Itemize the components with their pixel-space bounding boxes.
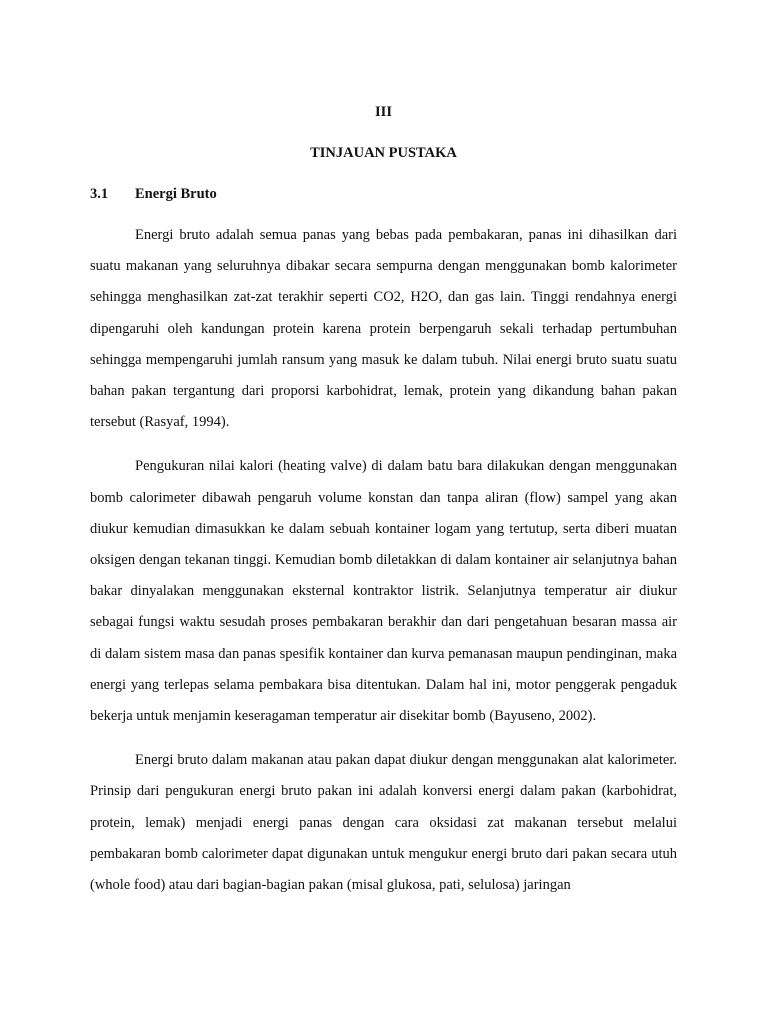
paragraph: Energi bruto adalah semua panas yang bebas pada pembakaran, panas ini dihasilkan dari suatu makanan yang seluruhnya dibakar secara sempurna dengan menggunakan bomb kalorimeter sehingga menghasilkan zat-zat terakhir seperti CO2, H2O, dan gas lain. Tinggi rendahnya energi dipengaruhi oleh kandungan protein karena protein berpengaruh sekali terhadap pertumbuhan sehingga mempengaruhi jumlah ransum yang masuk ke dalam tubuh. Nilai energi bruto suatu suatu bahan pakan tergantung dari proporsi karbohidrat, lemak, protein yang dikandung bahan pakan tersebut (Rasyaf, 1994). (90, 227, 677, 431)
paragraph: Pengukuran nilai kalori (heating valve) di dalam batu bara dilakukan dengan menggunakan bomb calorimeter dibawah pengaruh volume konstan dan tanpa aliran (flow) sampel yang akan diukur kemudian dimasukkan ke dalam sebuah kontainer logam yang tertutup, serta diberi muatan oksigen dengan tekanan tinggi. Kemudian bomb diletakkan di dalam kontainer air selanjutnya bahan bakar dinyalakan menggunakan eksternal kontraktor listrik. Selanjutnya temperatur air diukur sebagai fungsi waktu sesudah proses pembakaran berakhir dan dari pengetahuan besaran massa air di dalam sistem masa dan panas spesifik kontainer dan kurva pemanasan maupun pendinginan, maka energi yang terlepas selama pembakara bisa ditentukan. Dalam hal ini, motor penggerak pengaduk bekerja untuk menjamin keseragaman temperatur air disekitar bomb (Bayuseno, 2002). (90, 458, 677, 725)
section-heading (90, 182, 677, 207)
chapter-number: III (375, 104, 392, 120)
document-page (90, 100, 677, 901)
paragraph: Energi bruto dalam makanan atau pakan dapat diukur dengan menggunakan alat kalorimeter. Prinsip dari pengukuran energi bruto pakan ini adalah konversi energi dalam pakan (karbohidrat, protein, lemak) menjadi energi panas dengan cara oksidasi zat makanan tersebut melalui pembakaran bomb calorimeter dapat digunakan untuk mengukur energi bruto dari pakan secara utuh (whole food) atau dari bagian-bagian pakan (misal glukosa, pati, selulosa) jaringan (90, 752, 677, 894)
section-number: 3.1 (90, 186, 109, 202)
section-title: Energi Bruto (135, 186, 217, 202)
chapter-title: TINJAUAN PUSTAKA (310, 145, 457, 161)
